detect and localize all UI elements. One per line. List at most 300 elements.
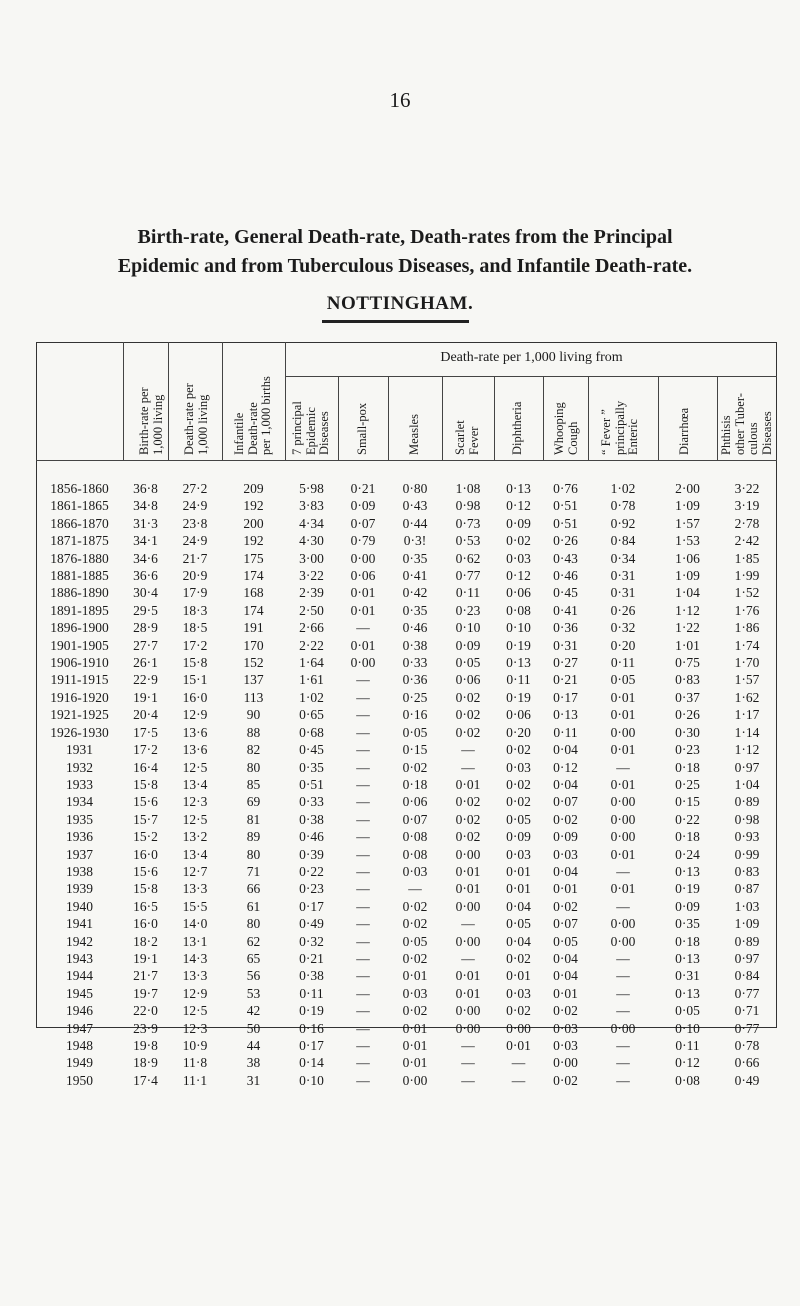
header-whooping-cough: Whooping Cough: [552, 402, 580, 455]
page-number: 16: [389, 88, 411, 112]
value-cell: 0·03: [506, 985, 531, 1001]
value-cell: 0·03: [506, 550, 531, 566]
value-cell: 1·57: [675, 515, 700, 531]
value-cell: 0·11: [506, 672, 531, 688]
value-cell: 34·8: [133, 498, 158, 514]
value-cell: 113: [243, 689, 264, 705]
value-cell: 0·02: [506, 794, 531, 810]
value-cell: 44: [246, 1038, 261, 1053]
city-underline: [322, 320, 469, 323]
table-row: [36, 880, 777, 897]
value-cell: 209: [243, 481, 264, 496]
value-cell: 0·25: [675, 776, 700, 792]
value-cell: 0·00: [610, 811, 636, 827]
value-cell: 28·9: [133, 620, 158, 636]
value-cell: 1·09: [734, 916, 760, 932]
value-cell: 0·13: [675, 863, 700, 879]
value-cell: 0·04: [553, 968, 578, 984]
value-cell: 0·75: [675, 655, 700, 671]
value-cell: 0·37: [675, 689, 700, 705]
group-header: Death-rate per 1,000 living from: [440, 350, 623, 365]
period-cell: 1933: [66, 776, 93, 792]
value-cell: —: [616, 968, 630, 984]
value-cell: 22·9: [133, 672, 158, 688]
table-row: [36, 985, 777, 1002]
value-cell: 0·18: [675, 759, 700, 775]
value-cell: —: [616, 1072, 630, 1088]
value-cell: 0·00: [610, 1020, 636, 1036]
table-row: [36, 1072, 777, 1089]
value-cell: 19·8: [133, 1038, 158, 1053]
value-cell: 0·03: [553, 1020, 578, 1036]
value-cell: 1·85: [734, 550, 760, 566]
value-cell: 1·12: [734, 742, 760, 758]
value-cell: 0·98: [734, 811, 760, 827]
value-cell: 14·3: [182, 950, 208, 966]
value-cell: 17·9: [182, 585, 208, 601]
value-cell: 0·01: [350, 602, 376, 618]
value-cell: 0·26: [610, 602, 636, 618]
value-cell: 0·32: [610, 620, 636, 636]
value-cell: 0·49: [299, 916, 324, 932]
value-cell: 0·01: [455, 863, 481, 879]
value-cell: 0·07: [402, 811, 428, 827]
value-cell: —: [356, 776, 370, 792]
value-cell: 13·6: [182, 742, 208, 758]
value-cell: 0·00: [455, 933, 481, 949]
value-cell: 0·18: [402, 776, 428, 792]
value-cell: —: [356, 811, 370, 827]
value-cell: —: [616, 950, 630, 966]
value-cell: 0·00: [455, 1003, 481, 1019]
table-row: [36, 689, 777, 706]
table-row: [36, 1002, 777, 1019]
value-cell: 2·66: [299, 620, 324, 636]
value-cell: 80: [246, 916, 261, 932]
value-cell: 0·31: [553, 637, 578, 653]
value-cell: 192: [243, 498, 264, 514]
period-cell: 1911-1915: [50, 672, 109, 688]
value-cell: 30·4: [133, 585, 158, 601]
value-cell: 200: [243, 515, 264, 531]
value-cell: 0·03: [553, 846, 578, 862]
col-divider: [222, 342, 223, 460]
col-divider: [658, 377, 659, 460]
value-cell: 152: [243, 655, 264, 671]
table-row: [36, 898, 777, 915]
value-cell: 0·11: [675, 1038, 700, 1053]
period-cell: 1938: [66, 863, 93, 879]
value-cell: 0·51: [553, 515, 578, 531]
value-cell: 0·46: [402, 620, 428, 636]
table-row: [36, 741, 777, 758]
value-cell: 0·36: [402, 672, 428, 688]
value-cell: 0·01: [455, 968, 481, 984]
table-row: [36, 654, 777, 671]
value-cell: —: [356, 707, 370, 723]
value-cell: 0·23: [299, 881, 324, 897]
value-cell: 0·21: [350, 481, 376, 496]
value-cell: 34·6: [133, 550, 158, 566]
value-cell: —: [356, 742, 370, 758]
table-row: [36, 671, 777, 688]
value-cell: 0·01: [506, 863, 531, 879]
value-cell: 69: [246, 794, 261, 810]
value-cell: 15·8: [133, 776, 158, 792]
value-cell: 0·31: [610, 568, 636, 584]
table-row: [36, 759, 777, 776]
value-cell: 24·9: [182, 498, 208, 514]
value-cell: 0·10: [455, 620, 481, 636]
value-cell: 12·9: [182, 985, 208, 1001]
value-cell: 0·08: [506, 602, 531, 618]
value-cell: 3·83: [299, 498, 324, 514]
value-cell: 42: [246, 1003, 261, 1019]
value-cell: 15·8: [182, 655, 208, 671]
value-cell: 0·05: [675, 1003, 700, 1019]
value-cell: 175: [243, 550, 264, 566]
table-title: [40, 223, 770, 281]
value-cell: 0·22: [299, 863, 324, 879]
value-cell: 0·02: [553, 811, 578, 827]
value-cell: 0·04: [506, 898, 531, 914]
value-cell: 0·01: [455, 985, 481, 1001]
header-bottom-rule: [36, 460, 777, 461]
col-divider: [338, 377, 339, 460]
value-cell: 4·34: [299, 515, 324, 531]
value-cell: 85: [246, 776, 261, 792]
value-cell: 0·41: [553, 602, 578, 618]
value-cell: 0·12: [506, 568, 531, 584]
header-measles: Measles: [407, 414, 421, 455]
value-cell: 0·51: [299, 776, 324, 792]
value-cell: 0·02: [455, 829, 481, 845]
period-cell: 1931: [66, 742, 93, 758]
value-cell: 90: [246, 707, 261, 723]
value-cell: 0·07: [350, 515, 376, 531]
header-epidemic-diseases: 7 principal Epidemic Diseases: [290, 401, 331, 455]
value-cell: 13·4: [182, 846, 208, 862]
value-cell: 1·09: [675, 568, 700, 584]
value-cell: 0·97: [734, 759, 760, 775]
value-cell: 11·8: [182, 1055, 208, 1071]
period-cell: 1901-1905: [50, 637, 109, 653]
value-cell: 0·00: [455, 898, 481, 914]
value-cell: 0·18: [675, 933, 700, 949]
value-cell: 0·3!: [403, 533, 427, 549]
value-cell: 12·5: [182, 811, 208, 827]
value-cell: 65: [246, 950, 261, 966]
value-cell: 56: [246, 968, 261, 984]
value-cell: 0·05: [553, 933, 578, 949]
value-cell: —: [356, 1020, 370, 1036]
value-cell: 0·65: [299, 707, 324, 723]
value-cell: 0·79: [350, 533, 376, 549]
value-cell: 71: [246, 863, 261, 879]
value-cell: 2·42: [734, 533, 760, 549]
value-cell: 0·01: [610, 689, 636, 705]
table-row: [36, 497, 777, 514]
value-cell: 18·2: [133, 933, 158, 949]
header-birth-rate: Birth-rate per 1,000 living: [137, 387, 165, 455]
value-cell: 81: [246, 811, 261, 827]
value-cell: 31: [246, 1072, 261, 1088]
value-cell: 0·00: [350, 655, 376, 671]
value-cell: 12·5: [182, 759, 208, 775]
value-cell: 0·22: [675, 811, 700, 827]
value-cell: 16·0: [182, 689, 208, 705]
value-cell: 0·02: [506, 950, 531, 966]
value-cell: 0·02: [506, 533, 531, 549]
value-cell: 0·01: [553, 985, 578, 1001]
table-row: [36, 1037, 777, 1054]
value-cell: 0·92: [610, 515, 636, 531]
value-cell: 1·64: [299, 655, 324, 671]
value-cell: 0·02: [553, 898, 578, 914]
value-cell: —: [461, 1072, 475, 1088]
header-fever-enteric: “ Fever ” principally Enteric: [599, 400, 640, 455]
value-cell: 13·4: [182, 776, 208, 792]
value-cell: —: [616, 863, 630, 879]
table-row: [36, 967, 777, 984]
value-cell: —: [356, 881, 370, 897]
value-cell: 2·78: [734, 515, 760, 531]
table-row: [36, 480, 777, 497]
value-cell: 0·02: [553, 1003, 578, 1019]
value-cell: 0·09: [553, 829, 578, 845]
value-cell: 0·13: [553, 707, 578, 723]
value-cell: 18·5: [182, 620, 208, 636]
value-cell: 53: [246, 985, 261, 1001]
value-cell: 0·77: [455, 568, 481, 584]
value-cell: 21·7: [182, 550, 208, 566]
value-cell: 15·5: [182, 898, 208, 914]
value-cell: 0·03: [402, 863, 428, 879]
value-cell: 0·73: [455, 515, 481, 531]
value-cell: —: [408, 881, 422, 897]
value-cell: 0·23: [675, 742, 700, 758]
value-cell: 0·46: [299, 829, 324, 845]
value-cell: —: [511, 1072, 526, 1088]
value-cell: 23·8: [182, 515, 208, 531]
value-cell: 0·11: [610, 655, 636, 671]
value-cell: 15·6: [133, 863, 158, 879]
value-cell: 0·00: [506, 1020, 531, 1036]
value-cell: 12·7: [182, 863, 208, 879]
value-cell: 12·3: [182, 794, 208, 810]
value-cell: 0·14: [299, 1055, 324, 1071]
value-cell: 0·02: [455, 724, 481, 740]
value-cell: 13·3: [182, 968, 208, 984]
value-cell: 0·44: [402, 515, 428, 531]
value-cell: 0·11: [553, 724, 578, 740]
value-cell: 12·3: [182, 1020, 208, 1036]
value-cell: 0·39: [299, 846, 324, 862]
value-cell: 80: [246, 846, 261, 862]
value-cell: 26·1: [133, 655, 158, 671]
value-cell: 0·33: [402, 655, 428, 671]
value-cell: 0·13: [506, 481, 531, 496]
value-cell: 38: [246, 1055, 261, 1071]
value-cell: 0·38: [402, 637, 428, 653]
value-cell: 0·00: [350, 550, 376, 566]
value-cell: 0·07: [553, 916, 578, 932]
value-cell: 0·62: [455, 550, 481, 566]
value-cell: 174: [243, 602, 264, 618]
period-cell: 1935: [66, 811, 93, 827]
value-cell: —: [356, 829, 370, 845]
value-cell: 10·9: [182, 1038, 208, 1053]
value-cell: 0·83: [675, 672, 700, 688]
period-cell: 1946: [66, 1003, 93, 1019]
header-small-pox: Small-pox: [355, 402, 369, 455]
value-cell: 0·17: [553, 689, 578, 705]
table-row: [36, 933, 777, 950]
value-cell: 66: [246, 881, 261, 897]
value-cell: 0·01: [610, 742, 636, 758]
table-row: [36, 793, 777, 810]
value-cell: 0·66: [734, 1055, 760, 1071]
value-cell: 0·83: [734, 863, 760, 879]
value-cell: —: [356, 620, 370, 636]
period-cell: 1906-1910: [50, 655, 109, 671]
value-cell: 12·9: [182, 707, 208, 723]
value-cell: 0·05: [455, 655, 481, 671]
value-cell: 2·50: [299, 602, 324, 618]
value-cell: 11·1: [182, 1072, 208, 1088]
value-cell: 0·21: [553, 672, 578, 688]
value-cell: 0·99: [734, 846, 760, 862]
value-cell: 0·76: [553, 481, 578, 496]
value-cell: 0·01: [610, 846, 636, 862]
value-cell: 0·09: [506, 829, 531, 845]
value-cell: 1·01: [675, 637, 700, 653]
period-cell: 1940: [66, 898, 93, 914]
value-cell: 1·09: [675, 498, 700, 514]
value-cell: 0·09: [675, 898, 700, 914]
value-cell: 0·19: [299, 1003, 324, 1019]
value-cell: 0·02: [455, 689, 481, 705]
table-row: [36, 915, 777, 932]
value-cell: 0·19: [675, 881, 700, 897]
value-cell: 0·01: [350, 585, 376, 601]
value-cell: 191: [243, 620, 264, 636]
value-cell: 170: [243, 637, 264, 653]
value-cell: 0·01: [402, 1020, 428, 1036]
value-cell: 0·77: [734, 1020, 760, 1036]
value-cell: —: [616, 1038, 630, 1053]
header-infantile-death-rate: Infantile Death-rate per 1,000 births: [232, 376, 273, 455]
table-row: [36, 619, 777, 636]
table-row: [36, 1020, 777, 1037]
value-cell: 88: [246, 724, 261, 740]
value-cell: —: [356, 863, 370, 879]
value-cell: 1·22: [675, 620, 700, 636]
value-cell: 89: [246, 829, 261, 845]
value-cell: 21·7: [133, 968, 158, 984]
table-row: [36, 950, 777, 967]
value-cell: —: [356, 1038, 370, 1053]
value-cell: 0·41: [402, 568, 428, 584]
period-cell: 1871-1875: [50, 533, 109, 549]
value-cell: 13·3: [182, 881, 208, 897]
value-cell: 0·31: [675, 968, 700, 984]
value-cell: 3·22: [299, 568, 324, 584]
period-cell: 1934: [66, 794, 93, 810]
value-cell: 0·06: [402, 794, 428, 810]
value-cell: —: [356, 672, 370, 688]
value-cell: 36·6: [133, 568, 158, 584]
value-cell: 0·98: [455, 498, 481, 514]
value-cell: 0·20: [506, 724, 531, 740]
value-cell: 1·06: [675, 550, 700, 566]
value-cell: —: [356, 689, 370, 705]
value-cell: 1·04: [675, 585, 700, 601]
value-cell: 1·53: [675, 533, 700, 549]
value-cell: 0·04: [553, 776, 578, 792]
value-cell: 17·4: [133, 1072, 158, 1088]
value-cell: 0·01: [455, 776, 481, 792]
value-cell: 36·8: [133, 481, 158, 496]
value-cell: 0·03: [506, 846, 531, 862]
value-cell: —: [356, 794, 370, 810]
value-cell: —: [461, 1055, 475, 1071]
value-cell: 0·01: [455, 881, 481, 897]
value-cell: —: [356, 933, 370, 949]
value-cell: 0·04: [553, 950, 578, 966]
value-cell: 13·1: [182, 933, 208, 949]
value-cell: —: [356, 1003, 370, 1019]
table-row: [36, 1054, 777, 1071]
value-cell: 0·02: [402, 916, 428, 932]
value-cell: 1·61: [299, 672, 324, 688]
value-cell: 0·97: [734, 950, 760, 966]
period-cell: 1944: [66, 968, 93, 984]
value-cell: 0·84: [734, 968, 760, 984]
value-cell: 0·45: [553, 585, 578, 601]
value-cell: 17·2: [182, 637, 208, 653]
value-cell: 19·1: [133, 950, 158, 966]
value-cell: 14·0: [182, 916, 208, 932]
value-cell: 0·02: [506, 742, 531, 758]
value-cell: 16·0: [133, 846, 158, 862]
value-cell: 23·9: [133, 1020, 158, 1036]
value-cell: 0·00: [610, 829, 636, 845]
value-cell: 0·43: [402, 498, 428, 514]
value-cell: 0·87: [734, 881, 760, 897]
value-cell: 31·3: [133, 515, 158, 531]
value-cell: 0·10: [299, 1072, 324, 1088]
value-cell: 2·00: [675, 481, 700, 496]
value-cell: 0·26: [553, 533, 578, 549]
table-row: [36, 828, 777, 845]
period-cell: 1948: [66, 1038, 93, 1053]
value-cell: 1·86: [734, 620, 760, 636]
col-divider: [543, 377, 544, 460]
value-cell: 0·02: [553, 1072, 578, 1088]
table-row: [36, 550, 777, 567]
value-cell: —: [461, 759, 475, 775]
value-cell: 0·51: [553, 498, 578, 514]
value-cell: 0·01: [506, 1038, 531, 1053]
period-cell: 1947: [66, 1020, 93, 1036]
value-cell: 0·38: [299, 811, 324, 827]
value-cell: 0·33: [299, 794, 324, 810]
value-cell: 0·01: [553, 881, 578, 897]
value-cell: 0·02: [455, 707, 481, 723]
table-row: [36, 846, 777, 863]
value-cell: 0·30: [675, 724, 700, 740]
